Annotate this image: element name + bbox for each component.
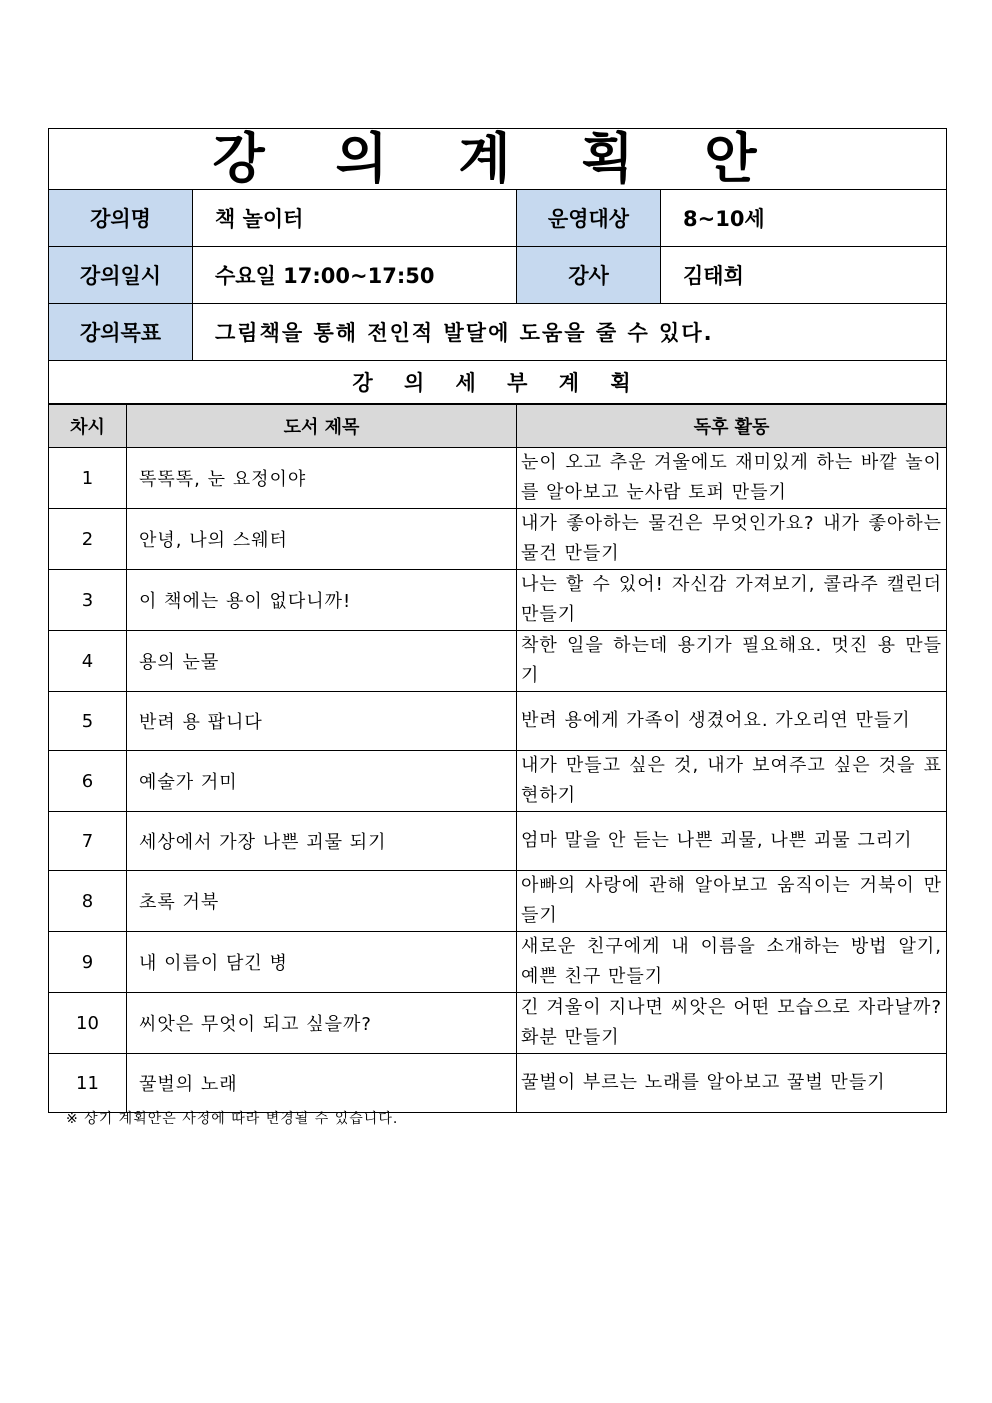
activity-description: 엄마 말을 안 듣는 나쁜 괴물, 나쁜 괴물 그리기 xyxy=(517,812,947,871)
instructor-label: 강사 xyxy=(517,247,661,304)
course-name-label: 강의명 xyxy=(49,190,193,247)
activity-description: 아빠의 사랑에 관해 알아보고 움직이는 거북이 만들기 xyxy=(517,871,947,932)
activity-description: 내가 좋아하는 물건은 무엇인가요? 내가 좋아하는 물건 만들기 xyxy=(517,509,947,570)
activity-description: 긴 겨울이 지나면 씨앗은 어떤 모습으로 자라날까? 화분 만들기 xyxy=(517,993,947,1054)
activity-description: 꿀벌이 부르는 노래를 알아보고 꿀벌 만들기 xyxy=(517,1054,947,1113)
book-title: 똑똑똑, 눈 요정이야 xyxy=(127,448,517,509)
activity-description: 새로운 친구에게 내 이름을 소개하는 방법 알기, 예쁜 친구 만들기 xyxy=(517,932,947,993)
book-title: 반려 용 팝니다 xyxy=(127,692,517,751)
activity-description: 내가 만들고 싶은 것, 내가 보여주고 싶은 것을 표현하기 xyxy=(517,751,947,812)
book-title: 용의 눈물 xyxy=(127,631,517,692)
session-number: 11 xyxy=(49,1054,127,1113)
plan-table xyxy=(48,128,947,1113)
lecture-plan xyxy=(48,128,946,1113)
target-value: 8~10세 xyxy=(661,190,947,247)
book-title: 내 이름이 담긴 병 xyxy=(127,932,517,993)
table-row xyxy=(49,509,947,570)
book-title: 예술가 거미 xyxy=(127,751,517,812)
column-header-book: 도서 제목 xyxy=(127,404,517,448)
goal-label: 강의목표 xyxy=(49,304,193,361)
book-title: 안녕, 나의 스웨터 xyxy=(127,509,517,570)
goal-value: 그림책을 통해 전인적 발달에 도움을 줄 수 있다. xyxy=(193,304,947,361)
table-row xyxy=(49,812,947,871)
page-title: 강 의 계 획 안 xyxy=(49,129,947,190)
course-name-value: 책 놀이터 xyxy=(193,190,517,247)
table-row xyxy=(49,751,947,812)
book-title: 이 책에는 용이 없다니까! xyxy=(127,570,517,631)
schedule-label: 강의일시 xyxy=(49,247,193,304)
session-number: 4 xyxy=(49,631,127,692)
target-label: 운영대상 xyxy=(517,190,661,247)
activity-description: 나는 할 수 있어! 자신감 가져보기, 콜라주 캘린더 만들기 xyxy=(517,570,947,631)
table-row xyxy=(49,871,947,932)
footnote: ※ 상기 계획안은 사정에 따라 변경될 수 있습니다. xyxy=(66,1111,399,1127)
table-row xyxy=(49,631,947,692)
book-title: 세상에서 가장 나쁜 괴물 되기 xyxy=(127,812,517,871)
session-number: 2 xyxy=(49,509,127,570)
table-row xyxy=(49,932,947,993)
session-number: 7 xyxy=(49,812,127,871)
session-number: 10 xyxy=(49,993,127,1054)
session-number: 6 xyxy=(49,751,127,812)
session-number: 3 xyxy=(49,570,127,631)
schedule-value: 수요일 17:00~17:50 xyxy=(193,247,517,304)
column-header-session: 차시 xyxy=(49,404,127,448)
book-title: 씨앗은 무엇이 되고 싶을까? xyxy=(127,993,517,1054)
book-title: 꿀벌의 노래 xyxy=(127,1054,517,1113)
session-number: 1 xyxy=(49,448,127,509)
session-number: 9 xyxy=(49,932,127,993)
detail-plan-title: 강 의 세 부 계 획 xyxy=(49,361,947,405)
table-row xyxy=(49,448,947,509)
activity-description: 반려 용에게 가족이 생겼어요. 가오리연 만들기 xyxy=(517,692,947,751)
table-row xyxy=(49,692,947,751)
plan-rows xyxy=(49,448,947,1113)
table-row xyxy=(49,993,947,1054)
column-header-activity: 독후 활동 xyxy=(517,404,947,448)
table-row xyxy=(49,570,947,631)
activity-description: 눈이 오고 추운 겨울에도 재미있게 하는 바깥 놀이를 알아보고 눈사람 토퍼 만들기 xyxy=(517,448,947,509)
instructor-value: 김태희 xyxy=(661,247,947,304)
table-row xyxy=(49,1054,947,1113)
session-number: 8 xyxy=(49,871,127,932)
book-title: 초록 거북 xyxy=(127,871,517,932)
session-number: 5 xyxy=(49,692,127,751)
activity-description: 착한 일을 하는데 용기가 필요해요. 멋진 용 만들기 xyxy=(517,631,947,692)
